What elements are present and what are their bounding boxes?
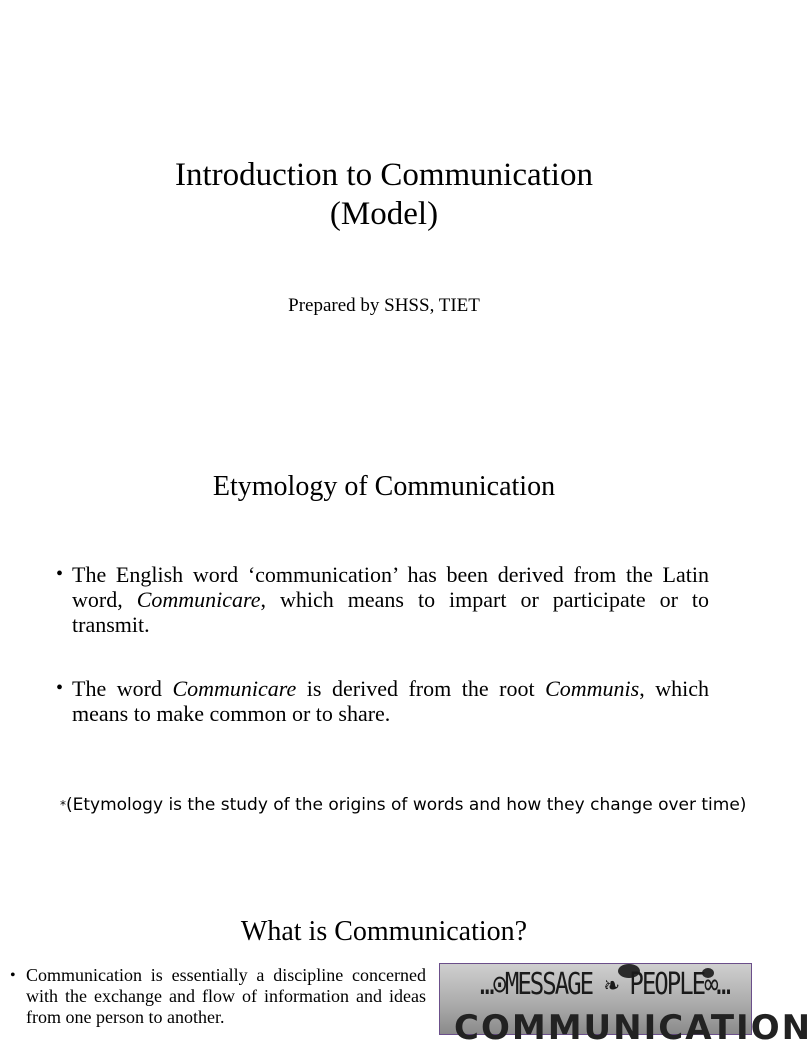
bullet-icon: • <box>56 563 64 585</box>
bullet-text: , which means to impart or participate or to transmit. <box>72 587 710 637</box>
etymology-slide <box>0 420 768 900</box>
bullet-text: The word <box>72 676 173 701</box>
bullet-emphasis: Communicare <box>136 587 261 612</box>
footnote <box>60 794 747 816</box>
bullet-text: is derived from the root <box>296 676 546 701</box>
title-line-2: (Model) <box>329 196 439 232</box>
bullet-icon: • <box>56 677 64 699</box>
title-line-1: Introduction to Communication <box>175 157 593 193</box>
image-word-row: COMMUNICATION <box>454 1008 812 1048</box>
slide-title: Etymology of Communication <box>212 471 556 502</box>
bullet-text: , which means to make common or to share. <box>72 676 709 726</box>
footnote-text: (Etymology is the study of the origins of words and how they change over time) <box>66 795 747 815</box>
communication-word-image <box>439 963 812 1048</box>
bullet-emphasis: Communicare <box>172 676 297 701</box>
bullet-emphasis: Communis <box>545 676 640 701</box>
slide-title: What is Communication? <box>240 916 528 947</box>
bullet-list <box>10 965 426 1028</box>
bullet-list <box>56 562 709 765</box>
slide-title <box>0 156 768 234</box>
footnote-marker: * <box>60 798 66 812</box>
image-word-row: …⊙MESSAGE ❧ PEOPLE∞… <box>480 966 729 1002</box>
bullet-item <box>10 965 426 1028</box>
slide-subtitle: Prepared by SHSS, TIET <box>288 295 480 316</box>
title-slide <box>0 0 768 420</box>
what-is-communication-slide <box>0 900 812 1048</box>
bullet-icon: • <box>10 967 16 984</box>
bullet-text: The English word ‘communication’ has been derived from the Latin word, <box>72 562 709 612</box>
bullet-item <box>56 676 709 726</box>
bullet-text: Communication is essentially a discipline concerned with the exchange and flow of information and ideas from one person to another. <box>26 965 426 1027</box>
bullet-item <box>56 562 709 637</box>
